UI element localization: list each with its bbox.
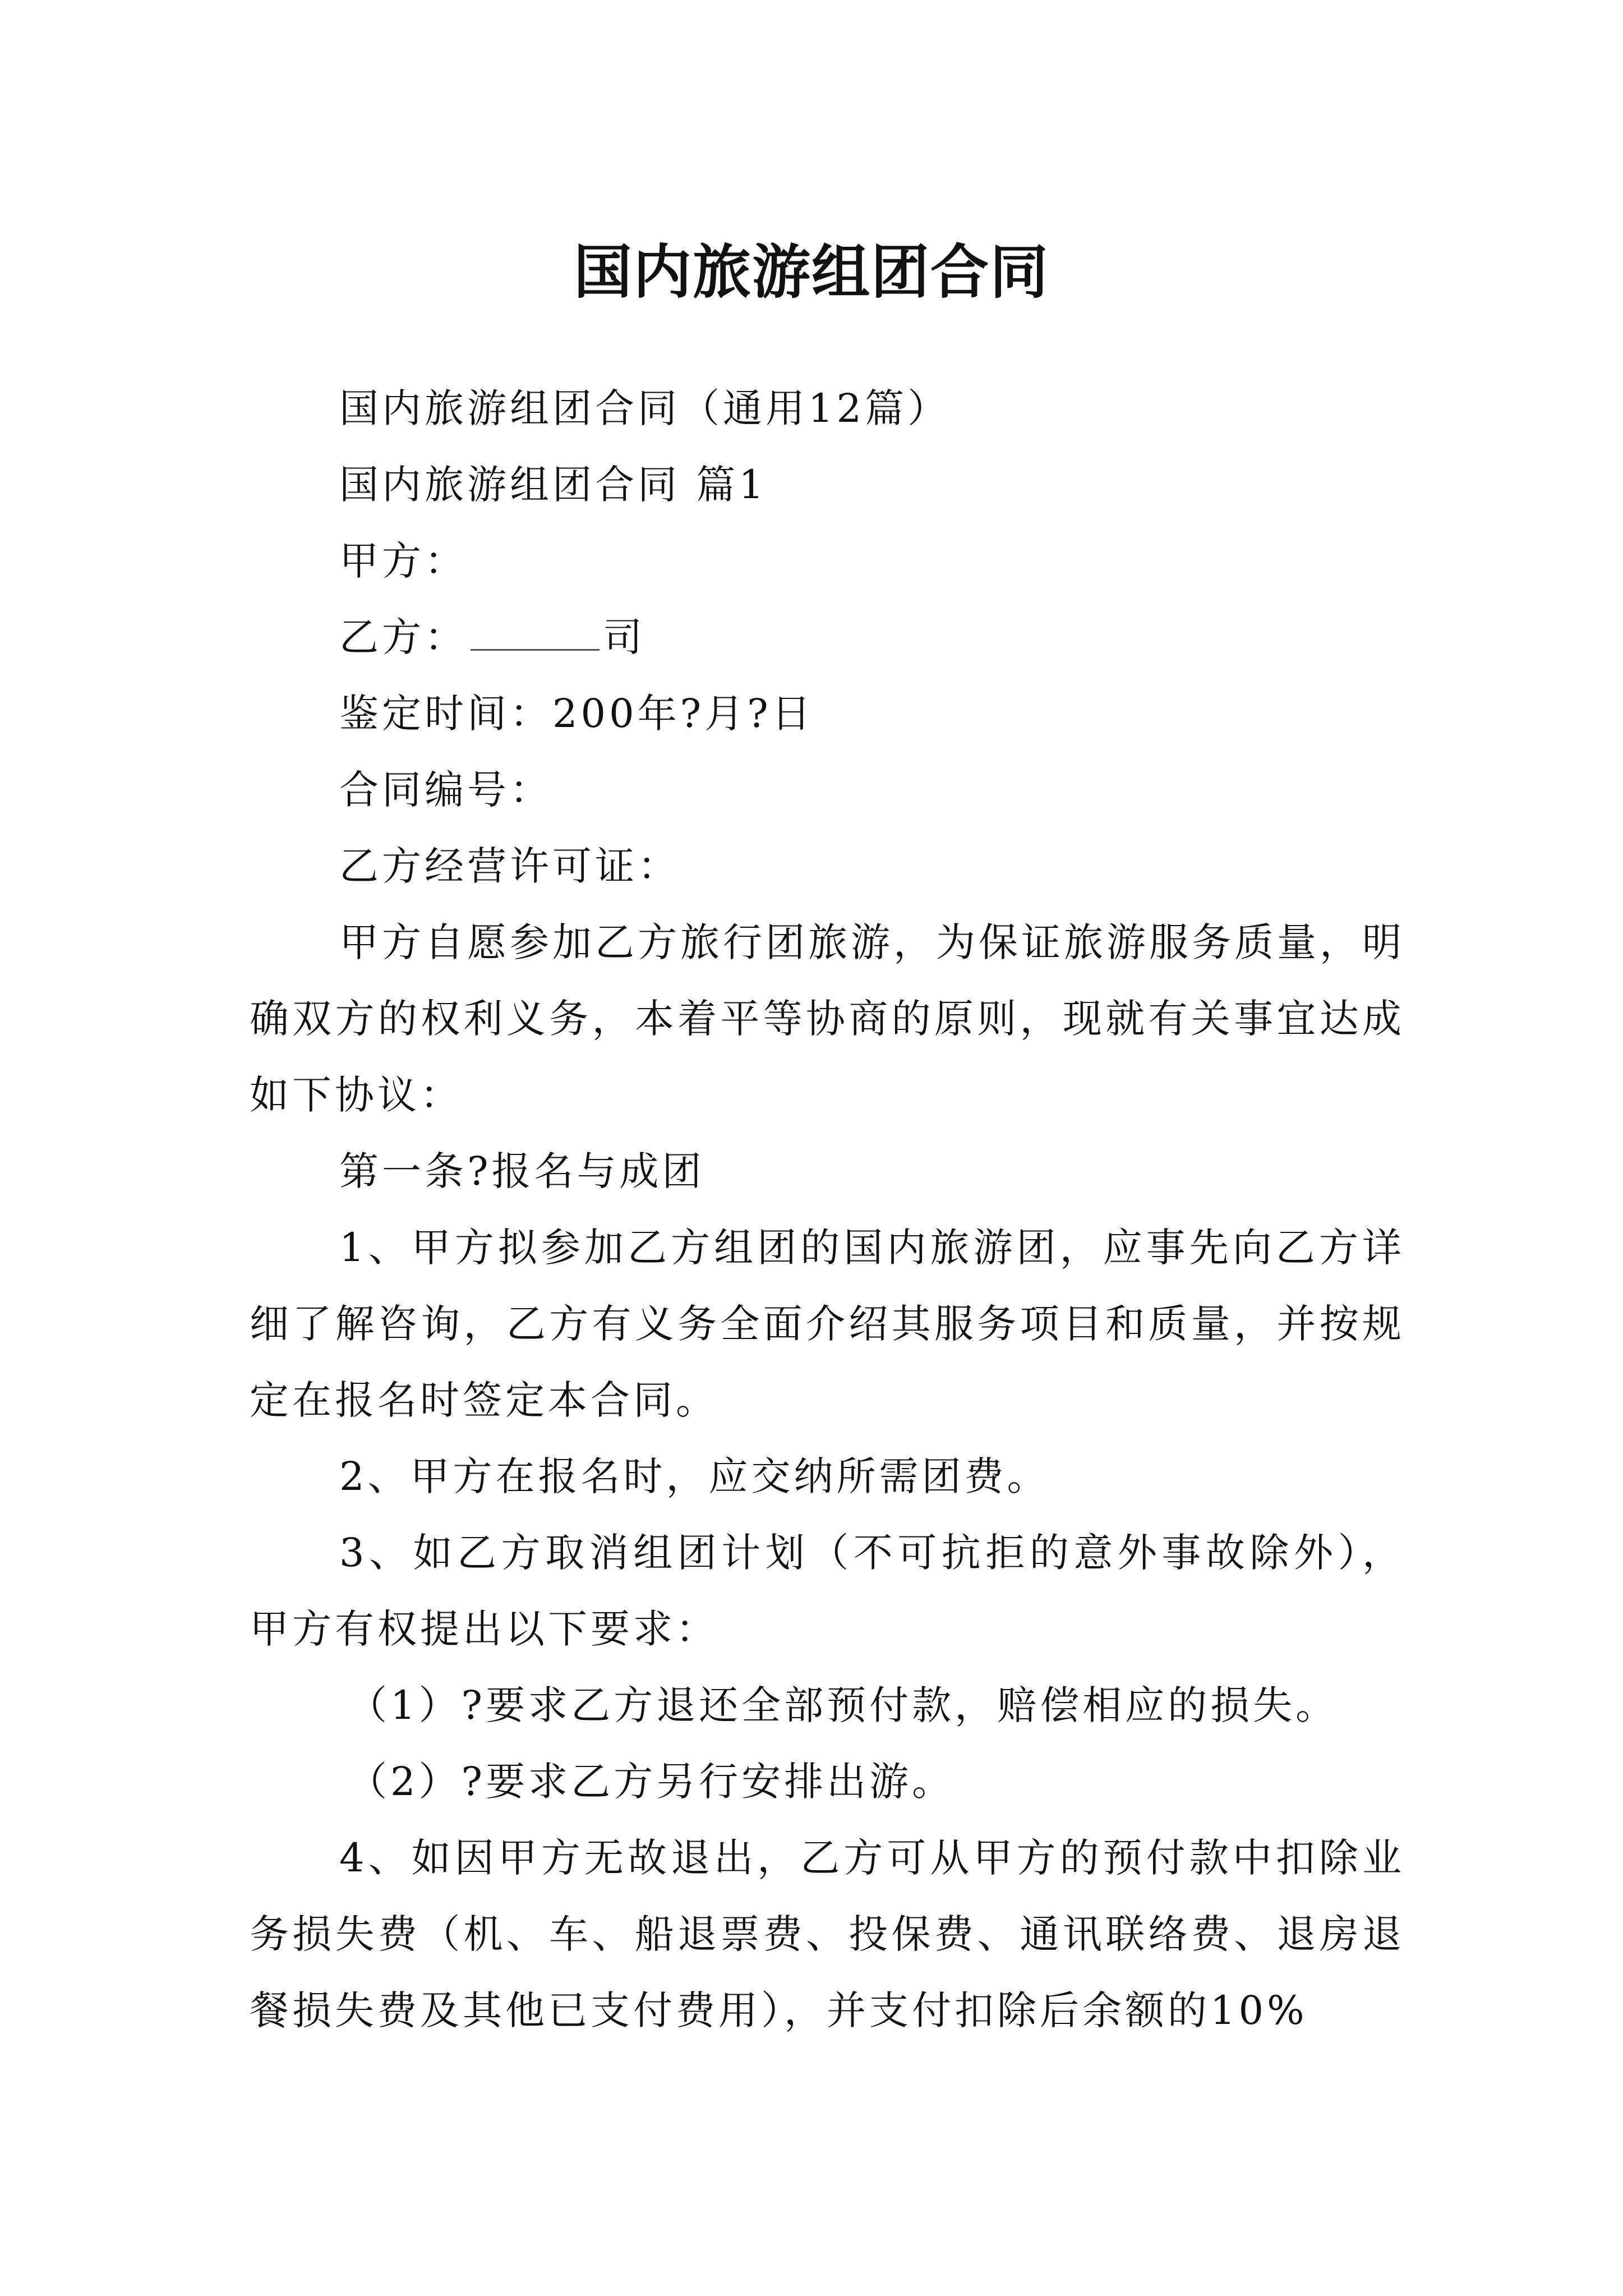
clause-3: 3、如乙方取消组团计划（不可抗拒的意外事故除外），甲方有权提出以下要求： [250,1530,1405,1652]
party-b-blank [471,615,600,651]
party-b-suffix: 司 [603,614,645,660]
clause-1: 1、甲方拟参加乙方组团的国内旅游团，应事先向乙方详细了解咨询，乙方有义务全面介绍其服务项目和质量，并按规定在报名时签定本合同。 [250,1225,1405,1423]
article-1-heading: 第一条?报名与成团 [339,1148,705,1194]
signed-time: 鉴定时间：200年?月?日 [339,691,814,737]
document-title: 国内旅游组团合同 [573,237,1049,306]
part-heading: 国内旅游组团合同 篇1 [339,462,767,508]
clause-2: 2、甲方在报名时，应交纳所需团费。 [339,1453,1050,1499]
party-b-label: 乙方： [339,614,467,660]
intro-paragraph: 甲方自愿参加乙方旅行团旅游，为保证旅游服务质量，明确双方的权利义务，本着平等协商的原则，现就有关事宜达成如下协议： [250,919,1405,1118]
party-b-line [250,599,1405,675]
license-line: 乙方经营许可证： [339,843,680,889]
clause-4: 4、如因甲方无故退出，乙方可从甲方的预付款中扣除业务损失费（机、车、船退票费、投保费、通讯联络费、退房退餐损失费及其他已支付费用），并支付扣除后余额的10% [250,1835,1405,2033]
clause-3-sub-1: （1）?要求乙方退还全部预付款，赔偿相应的损失。 [348,1682,1339,1728]
party-a-line: 甲方： [339,538,467,584]
contract-number: 合同编号： [339,767,552,813]
clause-3-sub-2: （2）?要求乙方另行安排出游。 [348,1759,955,1805]
document-body [250,370,1405,2049]
document-subtitle: 国内旅游组团合同（通用12篇） [339,385,951,431]
